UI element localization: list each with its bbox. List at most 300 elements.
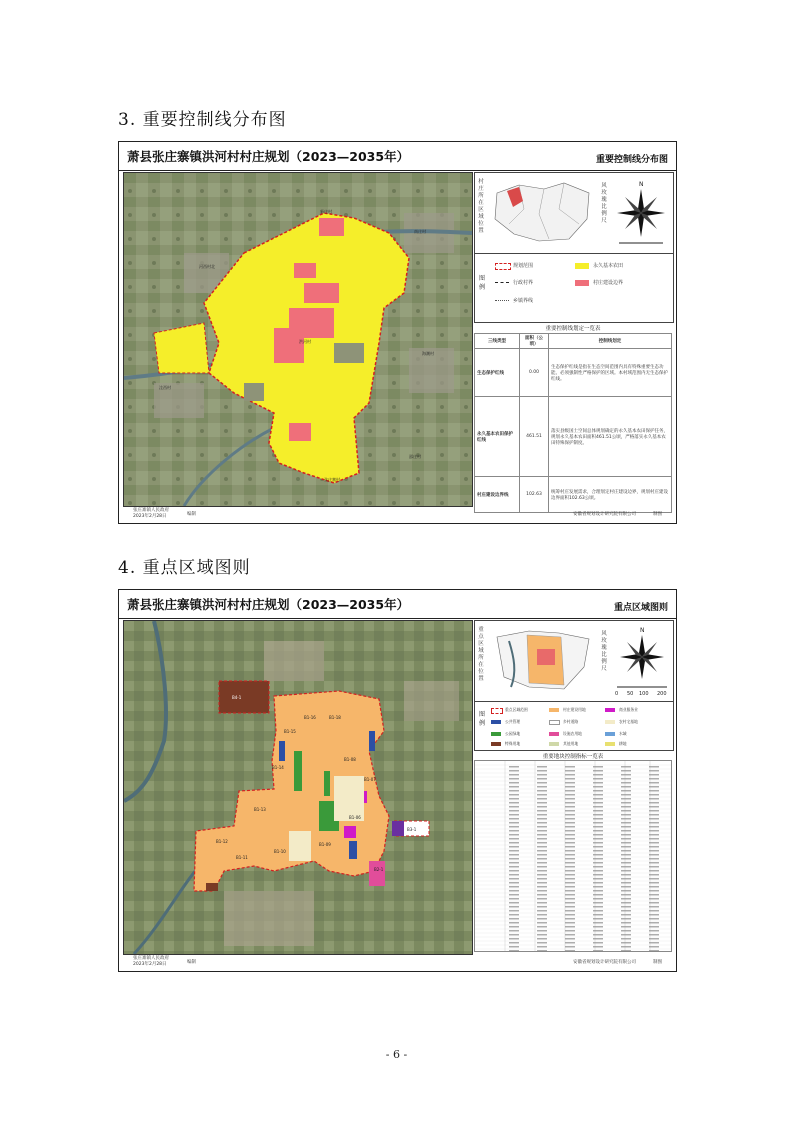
table-cell-mark xyxy=(621,942,631,943)
table-cell-mark xyxy=(509,854,519,855)
table-cell-mark xyxy=(565,806,575,807)
location-mini-map xyxy=(489,179,597,247)
legend-item: 设施农用地 xyxy=(563,731,582,736)
table-cell-mark xyxy=(593,866,603,867)
svg-text:B3-1: B3-1 xyxy=(407,827,417,832)
table-cell-mark xyxy=(565,846,575,847)
location-label: 重点区域所在位置 xyxy=(478,627,484,682)
plot-table-title: 重要地块控制指标一览表 xyxy=(542,754,604,760)
svg-text:N: N xyxy=(639,181,644,188)
svg-text:B1-10: B1-10 xyxy=(274,849,286,854)
table-cell-mark xyxy=(593,826,603,827)
table-cell-mark xyxy=(537,770,547,771)
table-cell-mark xyxy=(565,818,575,819)
legend-item: 水域 xyxy=(619,731,627,736)
row-desc: 生态保护红线是指在生态空间范围内具有特殊重要生态功能、必须强制性严格保护的区域。本村域范围内无生态保护红线。 xyxy=(549,349,672,397)
table-cell-mark xyxy=(537,854,547,855)
table-cell-mark xyxy=(509,950,519,951)
table-cell-mark xyxy=(593,818,603,819)
table-cell-mark xyxy=(537,930,547,931)
table-cell-mark xyxy=(649,866,659,867)
table-cell-mark xyxy=(649,802,659,803)
table-cell-mark xyxy=(593,786,603,787)
table-cell-mark xyxy=(537,834,547,835)
table-cell-mark xyxy=(593,782,603,783)
table-cell-mark xyxy=(537,778,547,779)
row-type: 生态保护红线 xyxy=(475,349,520,397)
table-cell-mark xyxy=(537,922,547,923)
table-cell-mark xyxy=(565,878,575,879)
table-cell-mark xyxy=(649,834,659,835)
table-cell-mark xyxy=(565,790,575,791)
table-cell-mark xyxy=(537,786,547,787)
legend-swatch xyxy=(491,742,501,746)
table-cell-mark xyxy=(621,814,631,815)
table-cell-mark xyxy=(649,902,659,903)
table-cell-mark xyxy=(509,846,519,847)
table-cell-mark xyxy=(621,770,631,771)
row-desc: 统筹村庄发展需求，合理划定村庄建设边界，规划村庄建设边界面积102.63公顷。 xyxy=(549,477,672,513)
row-area: 461.51 xyxy=(520,397,549,477)
table-cell-mark xyxy=(565,774,575,775)
table-cell-mark xyxy=(565,814,575,815)
table-cell-mark xyxy=(537,890,547,891)
table-cell-mark xyxy=(649,794,659,795)
table-cell-mark xyxy=(509,922,519,923)
table-cell-mark xyxy=(593,934,603,935)
table-cell-mark xyxy=(565,766,575,767)
legend-item: 重点区域范围 xyxy=(505,707,528,712)
legend-item: 规划范围 xyxy=(513,263,534,269)
control-lines-map xyxy=(123,172,473,507)
plot-control-table xyxy=(474,760,672,952)
svg-text:洪河村: 洪河村 xyxy=(299,339,311,344)
table-cell-mark xyxy=(537,870,547,871)
table-cell-mark xyxy=(593,822,603,823)
table-cell-mark xyxy=(537,934,547,935)
table-cell-mark xyxy=(649,786,659,787)
table-cell-mark xyxy=(565,950,575,951)
table-cell-mark xyxy=(509,930,519,931)
table-cell-mark xyxy=(509,786,519,787)
wind-rose-label: 风玫瑰比例尺 xyxy=(601,631,607,672)
table-cell-mark xyxy=(509,790,519,791)
table-cell-mark xyxy=(509,898,519,899)
table-cell-mark xyxy=(509,886,519,887)
table-cell-mark xyxy=(621,918,631,919)
table-cell-mark xyxy=(621,874,631,875)
table-cell-mark xyxy=(537,886,547,887)
legend-item: 其他用地 xyxy=(563,741,579,746)
table-cell-mark xyxy=(621,866,631,867)
svg-text:B1-14: B1-14 xyxy=(272,765,284,770)
table-cell-mark xyxy=(509,842,519,843)
wind-rose-label: 风玫瑰比例尺 xyxy=(601,183,607,224)
table-cell-mark xyxy=(649,838,659,839)
legend-label: 图例 xyxy=(478,275,485,291)
footer-company: 安徽省规划设计研究院有限公司 xyxy=(573,512,636,517)
sheet-subtitle: 重要控制线分布图 xyxy=(595,155,668,165)
footer-authority: 张庄寨镇人民政府 xyxy=(133,956,169,961)
table-cell-mark xyxy=(593,870,603,871)
table-cell-mark xyxy=(649,826,659,827)
table-cell-mark xyxy=(565,858,575,859)
svg-text:洼西村: 洼西村 xyxy=(159,385,171,390)
table-cell-mark xyxy=(509,934,519,935)
table-cell-mark xyxy=(649,878,659,879)
table-cell-mark xyxy=(593,886,603,887)
table-cell-mark xyxy=(509,818,519,819)
table-cell-mark xyxy=(509,830,519,831)
table-cell-mark xyxy=(565,890,575,891)
table-cell-mark xyxy=(593,810,603,811)
table-cell-mark xyxy=(621,810,631,811)
table-cell-mark xyxy=(621,914,631,915)
legend-swatch xyxy=(491,732,501,736)
table-cell-mark xyxy=(649,926,659,927)
table-cell-mark xyxy=(537,926,547,927)
table-cell-mark xyxy=(509,866,519,867)
table-cell-mark xyxy=(509,822,519,823)
table-cell-mark xyxy=(649,918,659,919)
table-cell-mark xyxy=(593,930,603,931)
wind-rose-icon xyxy=(613,625,671,697)
table-cell-mark xyxy=(621,826,631,827)
legend-box xyxy=(474,700,674,751)
table-cell-mark xyxy=(537,790,547,791)
table-cell-mark xyxy=(509,794,519,795)
table-cell-mark xyxy=(593,878,603,879)
sheet-title-bar xyxy=(119,142,676,171)
footer-date: 2023年2月28日 xyxy=(133,962,167,967)
row-desc: 落实县级国土空间总体规划确定的永久基本农田保护任务，规划永久基本农田面积461.51公顷，严格落实永久基本农田特殊保护制度。 xyxy=(549,397,672,477)
sheet-footer xyxy=(119,507,676,523)
table-cell-mark xyxy=(593,914,603,915)
sheet-subtitle: 重点区域图则 xyxy=(613,603,668,613)
table-cell-mark xyxy=(537,806,547,807)
legend-item: 商业服务业 xyxy=(619,707,638,712)
table-cell-mark xyxy=(649,858,659,859)
scale-tick: 0 xyxy=(615,691,619,697)
table-cell-mark xyxy=(565,894,575,895)
section-heading-key-areas: 4. 重点区域图则 xyxy=(118,558,251,578)
table-cell-mark xyxy=(509,834,519,835)
table-cell-mark xyxy=(509,862,519,863)
table-cell-mark xyxy=(509,894,519,895)
table-cell-mark xyxy=(565,862,575,863)
table-cell-mark xyxy=(593,882,603,883)
table-cell-mark xyxy=(621,830,631,831)
svg-text:张庄寨村: 张庄寨村 xyxy=(324,477,340,482)
table-cell-mark xyxy=(649,830,659,831)
table-cell-mark xyxy=(649,822,659,823)
table-cell-mark xyxy=(649,906,659,907)
legend-label: 图例 xyxy=(478,711,485,727)
table-cell-mark xyxy=(565,854,575,855)
table-cell-mark xyxy=(565,874,575,875)
table-cell-mark xyxy=(649,930,659,931)
table-cell-mark xyxy=(565,810,575,811)
table-cell-mark xyxy=(593,862,603,863)
legend-swatch xyxy=(549,720,560,725)
table-cell-mark xyxy=(537,822,547,823)
footer-left xyxy=(133,956,169,968)
table-cell-mark xyxy=(509,806,519,807)
table-cell-mark xyxy=(509,946,519,947)
table-cell-mark xyxy=(565,934,575,935)
svg-text:南庄村: 南庄村 xyxy=(414,229,426,234)
legend-item: 乡村道路 xyxy=(563,719,579,724)
footer-compile: 编制 xyxy=(187,512,196,517)
table-cell-mark xyxy=(649,934,659,935)
table-cell-mark xyxy=(649,846,659,847)
svg-text:B1-16: B1-16 xyxy=(304,715,316,720)
table-cell-mark xyxy=(593,850,603,851)
table-cell-mark xyxy=(621,818,631,819)
sheet-title-bar xyxy=(119,590,676,619)
footer-left xyxy=(133,508,169,520)
table-cell-mark xyxy=(509,938,519,939)
control-table-title: 重要控制线划定一览表 xyxy=(545,326,601,332)
table-cell-mark xyxy=(593,806,603,807)
footer-date: 2023年2月28日 xyxy=(133,514,167,519)
table-cell-mark xyxy=(621,910,631,911)
table-cell-mark xyxy=(537,882,547,883)
control-lines-sheet xyxy=(118,141,677,524)
table-cell-mark xyxy=(565,898,575,899)
footer-compile: 编制 xyxy=(187,960,196,965)
table-cell-mark xyxy=(593,898,603,899)
table-cell-mark xyxy=(621,846,631,847)
table-cell-mark xyxy=(621,854,631,855)
table-cell-mark xyxy=(509,874,519,875)
row-area: 102.63 xyxy=(520,477,549,513)
table-cell-mark xyxy=(509,858,519,859)
table-cell-mark xyxy=(649,842,659,843)
legend-item: 行政村界 xyxy=(513,280,534,286)
table-cell-mark xyxy=(593,830,603,831)
sheet-title: 萧县张庄寨镇洪河村村庄规划（2023—2035年） xyxy=(127,597,410,612)
table-cell-mark xyxy=(509,782,519,783)
table-cell-mark xyxy=(593,834,603,835)
table-cell-mark xyxy=(509,918,519,919)
table-cell-mark xyxy=(565,798,575,799)
table-header: 面积（公顷） xyxy=(520,334,549,349)
table-cell-mark xyxy=(593,902,603,903)
table-cell-mark xyxy=(537,842,547,843)
legend-swatch-farmland xyxy=(575,263,589,269)
table-cell-mark xyxy=(621,930,631,931)
table-cell-mark xyxy=(537,906,547,907)
table-cell-mark xyxy=(649,922,659,923)
legend-item: 耕地 xyxy=(619,741,627,746)
legend-swatch xyxy=(605,720,615,724)
table-cell-mark xyxy=(509,766,519,767)
svg-text:B1-09: B1-09 xyxy=(319,842,331,847)
legend-swatch-village-line xyxy=(495,282,509,283)
legend-swatch xyxy=(549,708,559,712)
table-cell-mark xyxy=(565,770,575,771)
table-cell-mark xyxy=(621,938,631,939)
table-cell-mark xyxy=(593,846,603,847)
footer-company: 安徽省规划设计研究院有限公司 xyxy=(573,960,636,965)
table-cell-mark xyxy=(621,894,631,895)
table-cell-mark xyxy=(593,766,603,767)
table-cell-mark xyxy=(565,842,575,843)
table-cell-mark xyxy=(621,878,631,879)
table-cell-mark xyxy=(593,790,603,791)
legend-swatch xyxy=(605,732,615,736)
table-cell-mark xyxy=(649,806,659,807)
table-cell-mark xyxy=(621,774,631,775)
table-cell-mark xyxy=(649,914,659,915)
table-cell-mark xyxy=(565,918,575,919)
row-area: 0.00 xyxy=(520,349,549,397)
table-cell-mark xyxy=(537,830,547,831)
table-cell-mark xyxy=(621,766,631,767)
legend-swatch-town-line xyxy=(495,300,509,301)
table-cell-mark xyxy=(537,902,547,903)
table-cell-mark xyxy=(621,778,631,779)
table-cell-mark xyxy=(621,922,631,923)
table-cell-mark xyxy=(649,870,659,871)
table-cell-mark xyxy=(537,938,547,939)
table-cell-mark xyxy=(509,870,519,871)
table-cell-mark xyxy=(565,886,575,887)
table-header: 三线类型 xyxy=(475,334,520,349)
table-cell-mark xyxy=(621,822,631,823)
table-cell-mark xyxy=(621,858,631,859)
section-heading-control-lines: 3. 重要控制线分布图 xyxy=(118,110,287,130)
table-cell-mark xyxy=(649,850,659,851)
legend-item: 公园绿地 xyxy=(505,731,521,736)
table-cell-mark xyxy=(593,770,603,771)
table-cell-mark xyxy=(621,870,631,871)
location-box xyxy=(474,172,674,254)
legend-item: 特殊用地 xyxy=(505,741,521,746)
scale-tick: 50 xyxy=(627,691,634,697)
legend-swatch xyxy=(491,720,501,724)
table-cell-mark xyxy=(509,810,519,811)
table-cell-mark xyxy=(593,798,603,799)
legend-swatch xyxy=(491,708,503,714)
table-cell-mark xyxy=(537,918,547,919)
table-cell-mark xyxy=(621,886,631,887)
table-cell-mark xyxy=(649,862,659,863)
table-cell-mark xyxy=(621,786,631,787)
table-row xyxy=(475,397,672,477)
table-cell-mark xyxy=(565,870,575,871)
table-cell-mark xyxy=(621,950,631,951)
table-cell-mark xyxy=(509,838,519,839)
table-cell-mark xyxy=(621,906,631,907)
sheet-footer xyxy=(119,955,676,971)
legend-swatch xyxy=(605,708,615,712)
table-cell-mark xyxy=(565,778,575,779)
table-cell-mark xyxy=(593,922,603,923)
table-cell-mark xyxy=(537,810,547,811)
table-cell-mark xyxy=(649,778,659,779)
table-cell-mark xyxy=(649,910,659,911)
plot-table-grid xyxy=(475,761,671,951)
table-cell-mark xyxy=(593,774,603,775)
table-cell-mark xyxy=(649,766,659,767)
table-cell-mark xyxy=(537,878,547,879)
table-cell-mark xyxy=(621,850,631,851)
table-cell-mark xyxy=(593,854,603,855)
svg-text:B1-06: B1-06 xyxy=(349,815,361,820)
table-cell-mark xyxy=(593,926,603,927)
table-cell-mark xyxy=(537,894,547,895)
table-cell-mark xyxy=(649,946,659,947)
table-cell-mark xyxy=(593,906,603,907)
table-cell-mark xyxy=(593,778,603,779)
table-cell-mark xyxy=(509,770,519,771)
table-cell-mark xyxy=(565,946,575,947)
table-cell-mark xyxy=(621,926,631,927)
svg-text:B1-18: B1-18 xyxy=(329,715,341,720)
row-type: 永久基本农田保护红线 xyxy=(475,397,520,477)
table-cell-mark xyxy=(537,838,547,839)
table-cell-mark xyxy=(565,910,575,911)
legend-item: 永久基本农田 xyxy=(593,263,624,269)
table-cell-mark xyxy=(537,794,547,795)
svg-text:海潮村: 海潮村 xyxy=(422,351,434,356)
table-cell-mark xyxy=(509,882,519,883)
table-cell-mark xyxy=(593,890,603,891)
table-cell-mark xyxy=(509,902,519,903)
table-cell-mark xyxy=(565,906,575,907)
table-cell-mark xyxy=(537,862,547,863)
table-cell-mark xyxy=(621,782,631,783)
scale-tick: 200 xyxy=(657,691,667,697)
table-cell-mark xyxy=(565,938,575,939)
table-cell-mark xyxy=(621,806,631,807)
table-cell-mark xyxy=(565,786,575,787)
table-cell-mark xyxy=(621,838,631,839)
legend-item: 村庄建设用地 xyxy=(563,707,586,712)
table-cell-mark xyxy=(565,922,575,923)
table-cell-mark xyxy=(565,882,575,883)
table-cell-mark xyxy=(565,914,575,915)
table-cell-mark xyxy=(649,938,659,939)
svg-text:河西村北: 河西村北 xyxy=(199,264,215,269)
table-cell-mark xyxy=(621,834,631,835)
table-header: 控制线划定 xyxy=(549,334,672,349)
table-cell-mark xyxy=(649,942,659,943)
table-cell-mark xyxy=(649,950,659,951)
table-cell-mark xyxy=(565,802,575,803)
table-cell-mark xyxy=(565,822,575,823)
table-cell-mark xyxy=(649,810,659,811)
table-cell-mark xyxy=(621,890,631,891)
table-cell-mark xyxy=(537,898,547,899)
svg-text:B1-07: B1-07 xyxy=(364,777,376,782)
table-cell-mark xyxy=(593,838,603,839)
table-cell-mark xyxy=(621,862,631,863)
svg-text:B1-08: B1-08 xyxy=(344,757,356,762)
table-cell-mark xyxy=(509,906,519,907)
table-cell-mark xyxy=(649,782,659,783)
table-cell-mark xyxy=(537,850,547,851)
table-cell-mark xyxy=(649,874,659,875)
table-cell-mark xyxy=(509,778,519,779)
table-cell-mark xyxy=(649,814,659,815)
table-cell-mark xyxy=(565,826,575,827)
table-cell-mark xyxy=(649,854,659,855)
table-cell-mark xyxy=(509,850,519,851)
table-cell-mark xyxy=(537,814,547,815)
